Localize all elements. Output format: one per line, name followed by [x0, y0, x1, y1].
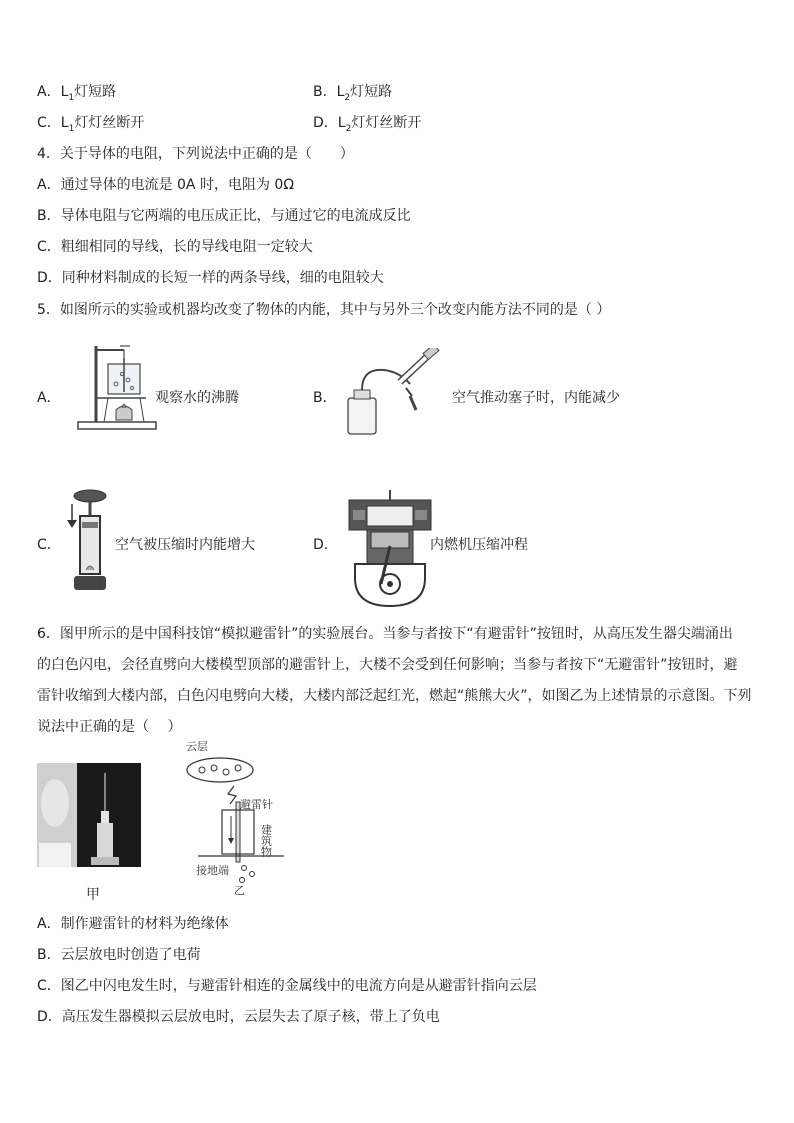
q4-stem: 4．关于导体的电阻，下列说法中正确的是（ ） — [37, 146, 354, 162]
air-pushing-stopper-figure — [340, 348, 450, 438]
q4-option-b: B．导体电阻与它两端的电压成正比，与通过它的电流成反比 — [37, 208, 411, 224]
option-text: L — [60, 115, 69, 131]
q4-option-d: D．同种材料制成的长短一样的两条导线，细的电阻较大 — [37, 270, 384, 286]
option-subscript: 2 — [345, 123, 352, 134]
q6-option-c: C．图乙中闪电发生时，与避雷针相连的金属线中的电流方向是从避雷针指向云层 — [37, 978, 537, 994]
q4-option-a: A．通过导体的电流是 0A 时，电阻为 0Ω — [37, 177, 295, 193]
option-text: L — [60, 84, 69, 100]
option-rest: 灯灯丝断开 — [351, 115, 422, 131]
q3-option-d — [313, 113, 421, 139]
q5-option-a-caption: 观察水的沸腾 — [155, 390, 239, 406]
building-label: 建筑物 — [259, 824, 273, 857]
air-compression-cylinder-figure — [62, 486, 112, 596]
engine-compression-stroke-figure — [345, 488, 435, 608]
option-rest: 灯短路 — [74, 84, 117, 100]
figure-yi-label: 乙 — [234, 884, 245, 897]
option-text: L — [336, 84, 345, 100]
option-letter: B． — [313, 84, 337, 100]
option-letter: D． — [313, 115, 338, 131]
lightning-rod-label: 避雷针 — [240, 798, 273, 811]
option-letter: A． — [37, 84, 61, 100]
q5-option-b-letter: B． — [313, 390, 337, 406]
option-rest: 灯灯丝断开 — [74, 115, 145, 131]
q3-option-a — [37, 82, 116, 108]
q5-option-a-letter: A． — [37, 390, 61, 406]
lightning-rod-schematic — [178, 740, 288, 898]
q5-option-d-caption: 内燃机压缩冲程 — [430, 537, 528, 553]
figure-jia-label: 甲 — [86, 887, 100, 903]
option-subscript: 2 — [344, 92, 351, 103]
option-subscript: 1 — [68, 92, 75, 103]
q3-option-c — [37, 113, 144, 139]
q6-stem-line-1: 6．图甲所示的是中国科技馆“模拟避雷针”的实验展台。当参与者按下“有避雷针”按钮时，从高压发生器尖端涌出 — [37, 626, 733, 642]
option-text: L — [337, 115, 346, 131]
q5-option-d-letter: D． — [313, 537, 338, 553]
q4-option-c: C．粗细相同的导线，长的导线电阻一定较大 — [37, 239, 313, 255]
q5-option-c-caption: 空气被压缩时内能增大 — [115, 537, 255, 553]
q5-option-c-letter: C． — [37, 537, 61, 553]
ground-terminal-label: 接地端 — [196, 864, 229, 877]
q3-option-b — [313, 82, 392, 108]
option-rest: 灯短路 — [350, 84, 393, 100]
q6-option-b: B．云层放电时创造了电荷 — [37, 947, 201, 963]
q6-stem-line-4: 说法中正确的是（ ） — [37, 719, 182, 735]
q6-option-a: A．制作避雷针的材料为绝缘体 — [37, 916, 229, 932]
q6-option-d: D．高压发生器模拟云层放电时，云层失去了原子核，带上了负电 — [37, 1009, 440, 1025]
option-letter: C． — [37, 115, 61, 131]
lightning-rod-exhibit-photo — [37, 763, 141, 867]
q5-option-b-caption: 空气推动塞子时，内能减少 — [452, 390, 620, 406]
option-subscript: 1 — [68, 123, 75, 134]
boiling-water-apparatus-figure — [72, 340, 162, 432]
cloud-label: 云层 — [186, 740, 208, 753]
q6-stem-line-2: 的白色闪电，会径直劈向大楼模型顶部的避雷针上，大楼不会受到任何影响；当参与者按下“无避雷针”按钮时，避 — [37, 657, 738, 673]
q5-stem: 5．如图所示的实验或机器均改变了物体的内能，其中与另外三个改变内能方法不同的是（ ） — [37, 302, 611, 318]
q6-stem-line-3: 雷针收缩到大楼内部，白色闪电劈向大楼，大楼内部泛起红光，燃起“熊熊大火”，如图乙为上述情景的示意图。下列 — [37, 688, 752, 704]
